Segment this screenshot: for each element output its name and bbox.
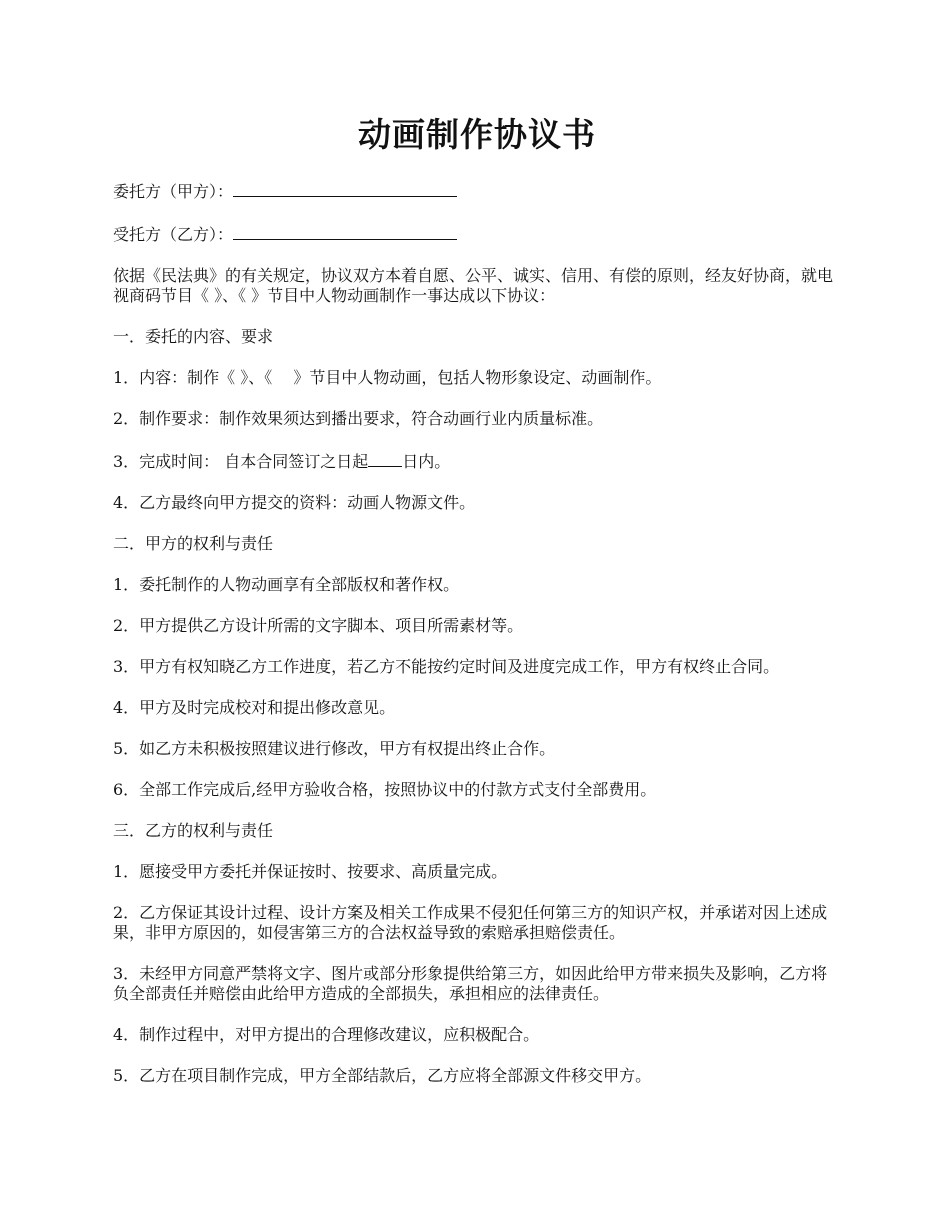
section2-item-1: 1．委托制作的人物动画享有全部版权和著作权。 [113, 575, 460, 594]
section1-item-3 [113, 450, 841, 472]
section2-item-2: 2．甲方提供乙方设计所需的文字脚本、项目所需素材等。 [113, 616, 524, 635]
document-title: 动画制作协议书 [358, 115, 596, 154]
document-page [113, 112, 841, 1107]
section1-item-3-suffix: 日内。 [402, 452, 451, 471]
section1-item-2: 2．制作要求：制作效果须达到播出要求，符合动画行业内质量标准。 [113, 409, 604, 428]
section2-item-5: 5．如乙方未积极按照建议进行修改，甲方有权提出终止合作。 [113, 739, 556, 758]
days-blank [368, 450, 402, 467]
section1-item-3-text: 3．完成时间： 自本合同签订之日起 [113, 452, 369, 471]
party-a-label: 委托方（甲方）： [113, 182, 234, 201]
section3-item-1: 1．愿接受甲方委托并保证按时、按要求、高质量完成。 [113, 862, 508, 881]
section3-item-5: 5．乙方在项目制作完成，甲方全部结款后，乙方应将全部源文件移交甲方。 [113, 1066, 652, 1085]
section3-item-2: 2．乙方保证其设计过程、设计方案及相关工作成果不侵犯任何第三方的知识产权，并承诺对因上述成果，非甲方原因的，如侵害第三方的合法权益导致的索赔承担赔偿责任。 [113, 903, 828, 942]
section2-item-4: 4．甲方及时完成校对和提出修改意见。 [113, 698, 396, 717]
party-a-line [113, 180, 841, 202]
section2-item-6: 6．全部工作完成后,经甲方验收合格，按照协议中的付款方式支付全部费用。 [113, 780, 657, 799]
section1-heading: 一．委托的内容、要求 [113, 327, 274, 346]
section1-item-4: 4．乙方最终向甲方提交的资料：动画人物源文件。 [113, 493, 476, 512]
party-b-blank [233, 223, 457, 240]
party-a-blank [233, 180, 457, 197]
section2-item-3: 3．甲方有权知晓乙方工作进度，若乙方不能按约定时间及进度完成工作，甲方有权终止合同。 [113, 657, 780, 676]
intro-paragraph: 依据《民法典》的有关规定，协议双方本着自愿、公平、诚实、信用、有偿的原则，经友好协商，就电视商码节目《 》、《 》节目中人物动画制作一事达成以下协议： [113, 266, 834, 305]
section1-item-1: 1．内容：制作《 》、《 》节目中人物动画，包括人物形象设定、动画制作。 [113, 368, 662, 387]
party-b-label: 受托方（乙方）： [113, 225, 234, 244]
section3-item-4: 4．制作过程中，对甲方提出的合理修改建议，应积极配合。 [113, 1025, 540, 1044]
section3-item-3: 3．未经甲方同意严禁将文字、图片或部分形象提供给第三方，如因此给甲方带来损失及影响，乙方将负全部责任并赔偿由此给甲方造成的全部损失，承担相应的法律责任。 [113, 964, 828, 1003]
section2-heading: 二．甲方的权利与责任 [113, 534, 274, 553]
section3-heading: 三．乙方的权利与责任 [113, 821, 274, 840]
party-b-line [113, 223, 841, 245]
